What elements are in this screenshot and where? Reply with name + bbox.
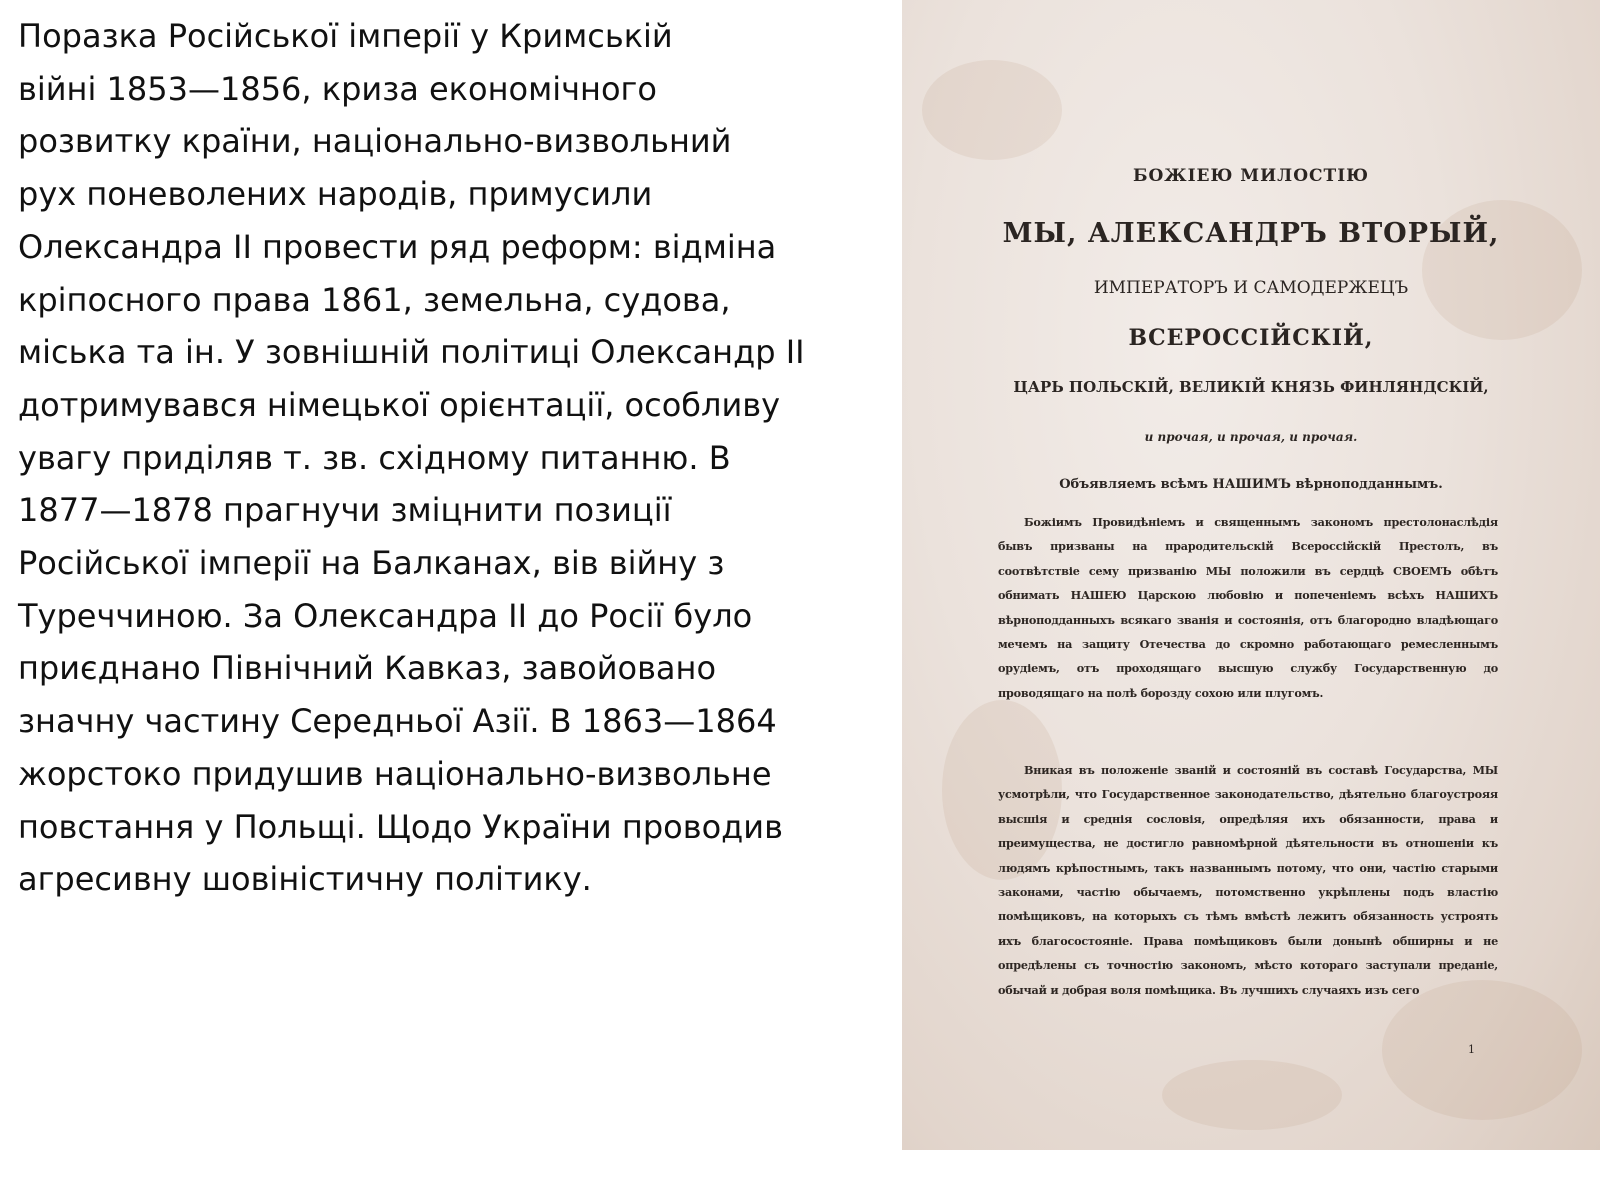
text-line: Туреччиною. За Олександра ІІ до Росії було bbox=[18, 596, 753, 635]
paper-stain bbox=[922, 60, 1062, 160]
text-line: Олександра ІІ провести ряд реформ: відміна bbox=[18, 227, 777, 266]
doc-heading-grace: БОЖІЕЮ МИЛОСТІЮ bbox=[1132, 166, 1370, 186]
manifesto-page-image bbox=[902, 0, 1600, 1150]
doc-heading-etc: и прочая, и прочая, и прочая. bbox=[1144, 430, 1358, 444]
paper-stain bbox=[1162, 1060, 1342, 1130]
doc-heading-name: МЫ, АЛЕКСАНДРЪ ВТОРЫЙ, bbox=[1002, 218, 1500, 249]
text-line: міська та ін. У зовнішній політиці Олександр ІІ bbox=[18, 333, 805, 372]
text-line: кріпосного права 1861, земельна, судова, bbox=[18, 280, 731, 319]
text-line: приєднано Північний Кавказ, завойовано bbox=[18, 649, 717, 688]
text-line: Поразка Російської імперії у Кримській bbox=[18, 17, 673, 55]
text-line: рух поневолених народів, примусили bbox=[18, 175, 653, 214]
text-line: значну частину Середньої Азії. В 1863—1864 bbox=[18, 702, 777, 741]
text-line: агресивну шовіністичну політику. bbox=[18, 860, 592, 899]
doc-heading-declare: Объявляемъ всѣмъ НАШИМЪ вѣрноподданнымъ. bbox=[1059, 477, 1443, 492]
text-line: Російської імперії на Балканах, вів війну з bbox=[18, 544, 725, 583]
page-number: 1 bbox=[1468, 1043, 1475, 1056]
doc-heading-emperor: ИМПЕРАТОРЪ И САМОДЕРЖЕЦЪ bbox=[1093, 278, 1409, 298]
doc-heading-titles: ЦАРЬ ПОЛЬСКІЙ, ВЕЛИКІЙ КНЯЗЬ ФИНЛЯНДСКІЙ, bbox=[1013, 378, 1489, 396]
doc-paragraph: Божіимъ Провидѣніемъ и священнымъ закономъ престолонаслѣдія бывъ призваны на прародительскій Всероссійскій Престолъ, въ соотвѣтствіе сему призванію МЫ положили въ сердцѣ СВОЕМЪ обѣтъ обнимать НАШЕЮ Царскою любовію и попеченіемъ всѣхъ НАШИХЪ вѣрноподданныхъ всякаго званія и состоянія, отъ благородно владѣющаго мечемъ на защиту Отечества до скромно работающаго ремесленнымъ орудіемъ, отъ проходящаго высшую службу Государственную до проводящаго на полѣ борозду сохою или плугомъ. bbox=[998, 515, 1498, 700]
text-line: повстання у Польщі. Щодо України проводив bbox=[18, 807, 783, 846]
text-line: дотримувався німецької орієнтації, особливу bbox=[18, 385, 781, 424]
text-line: розвитку країни, національно-визвольний bbox=[18, 122, 732, 161]
slide-text bbox=[18, 10, 888, 906]
doc-paragraph: Вникая въ положеніе званій и состояній въ составѣ Государства, МЫ усмотрѣли, что Государственное законодательство, дѣятельно благоустрояя высшія и среднія сословія, опредѣляя ихъ обязанности, права и преимущества, не достигло равномѣрной дѣятельности въ отношеніи къ людямъ крѣпостнымъ, такъ названнымъ потому, что они, частію старыми законами, частію обычаемъ, потомственно укрѣплены подъ властію помѣщиковъ, на которыхъ съ тѣмъ вмѣстѣ лежитъ обязанность устроять ихъ благосостояніе. Права помѣщиковъ были донынѣ обширны и не опредѣлены съ точностію закономъ, мѣсто котораго заступали преданіе, обычай и добрая воля помѣщика. Въ лучшихъ случаяхъ изъ сего bbox=[998, 763, 1498, 997]
text-line: 1877—1878 прагнучи зміцнити позиції bbox=[18, 491, 672, 530]
text-line: війні 1853—1856, криза економічного bbox=[18, 69, 657, 108]
doc-heading-allrussian: ВСЕРОССІЙСКІЙ, bbox=[1128, 325, 1374, 351]
text-line: жорстоко придушив національно-визвольне bbox=[18, 754, 772, 793]
text-line: увагу приділяв т. зв. східному питанню. В bbox=[18, 438, 731, 477]
